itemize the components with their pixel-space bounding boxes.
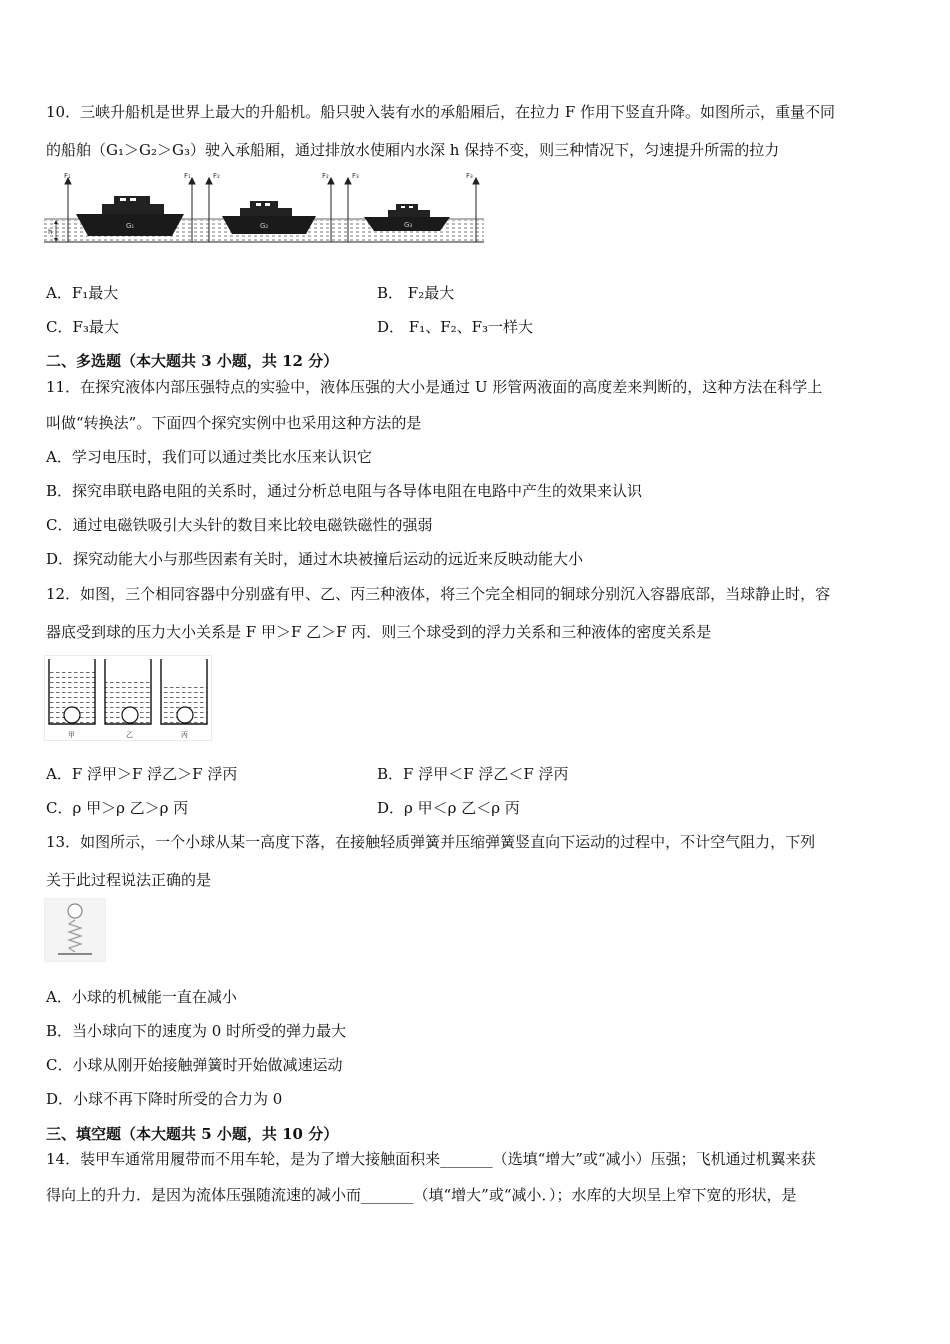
q10-g3-label: G₃ xyxy=(404,221,413,229)
q10-h-label: h xyxy=(48,228,53,236)
q13-option-c: C．小球从刚开始接触弹簧时开始做减速运动 xyxy=(46,1056,343,1074)
q13-stem-line2: 关于此过程说法正确的是 xyxy=(46,871,212,889)
q13-stem-line1: 13．如图所示，一个小球从某一高度下落，在接触轻质弹簧并压缩弹簧竖直向下运动的过程中，不计空气阻力，下列 xyxy=(46,833,816,851)
q10-f1-right-label: F₁ xyxy=(184,172,191,180)
q12-containers-figure xyxy=(44,655,212,741)
q10-stem-line1: 10．三峡升船机是世界上最大的升船机。船只驶入装有水的承船厢后，在拉力 F 作用下竖直升降。如图所示，重量不同 xyxy=(46,103,836,121)
q10-g1-label: G₁ xyxy=(126,222,135,230)
q10-option-d: D． F₁、F₂、F₃一样大 xyxy=(377,318,534,336)
q11-option-b: B．探究串联电路电阻的关系时，通过分析总电阻与各导体电阻在电路中产生的效果来认识 xyxy=(46,482,643,500)
q11-stem-line2: 叫做“转换法”。下面四个探究实例中也采用这种方法的是 xyxy=(46,414,422,432)
q14-stem-line2: 得向上的升力．是因为流体压强随流速的减小而_______（填“增大”或“减小．）；水库的大坝呈上窄下宽的形状，是 xyxy=(46,1186,797,1204)
q10-option-c: C．F₃最大 xyxy=(46,318,119,336)
q12-option-a: A．F 浮甲＞F 浮乙＞F 浮丙 xyxy=(46,765,238,783)
q11-option-c: C．通过电磁铁吸引大头针的数目来比较电磁铁磁性的强弱 xyxy=(46,516,433,534)
q12-stem-line1: 12．如图，三个相同容器中分别盛有甲、乙、丙三种液体，将三个完全相同的铜球分别沉入容器底部，当球静止时，容 xyxy=(46,585,831,603)
q13-option-b: B．当小球向下的速度为 0 时所受的弹力最大 xyxy=(46,1022,347,1040)
section-3-heading: 三、填空题（本大题共 5 小题，共 10 分） xyxy=(46,1125,339,1143)
q11-option-d: D．探究动能大小与那些因素有关时，通过木块被撞后运动的远近来反映动能大小 xyxy=(46,550,584,568)
q13-spring-figure xyxy=(44,898,106,962)
q13-ball xyxy=(68,904,82,918)
q10-ship-lift-figure xyxy=(44,170,484,250)
q10-f2-left-label: F₂ xyxy=(213,172,220,180)
q12-label-bing: 丙 xyxy=(181,731,188,739)
q10-stem-line2: 的船舶（G₁＞G₂＞G₃）驶入承船厢，通过排放水使厢内水深 h 保持不变，则三种情况下，匀速提升所需的拉力 xyxy=(46,141,780,159)
q12-label-yi: 乙 xyxy=(126,731,133,739)
q10-f3-right-label: F₃ xyxy=(466,172,473,180)
q10-g2-label: G₂ xyxy=(260,222,269,230)
q10-option-a: A．F₁最大 xyxy=(46,284,119,302)
q11-stem-line1: 11．在探究液体内部压强特点的实验中，液体压强的大小是通过 U 形管两液面的高度差来判断的，这种方法在科学上 xyxy=(46,378,823,396)
q10-ship-3 xyxy=(364,204,450,231)
q10-f2-right-label: F₂ xyxy=(322,172,329,180)
q13-option-d: D．小球不再下降时所受的合力为 0 xyxy=(46,1090,283,1108)
q12-option-d: D．ρ 甲＜ρ 乙＜ρ 丙 xyxy=(377,799,520,817)
q10-f3-left-label: F₃ xyxy=(352,172,359,180)
q10-ship-1 xyxy=(76,196,184,236)
q12-option-b: B．F 浮甲＜F 浮乙＜F 浮丙 xyxy=(377,765,569,783)
q12-stem-line2: 器底受到球的压力大小关系是 F 甲＞F 乙＞F 丙．则三个球受到的浮力关系和三种液体的密度关系是 xyxy=(46,623,712,641)
q13-option-a: A．小球的机械能一直在减小 xyxy=(46,988,237,1006)
q12-label-jia: 甲 xyxy=(68,731,75,739)
q10-ship-2 xyxy=(222,201,316,234)
q10-option-b: B． F₂最大 xyxy=(377,284,455,302)
q14-stem-line1: 14．装甲车通常用履带而不用车轮，是为了增大接触面积来_______（选填“增大”或“减小）压强；飞机通过机翼来获 xyxy=(46,1150,816,1168)
q12-option-c: C．ρ 甲＞ρ 乙＞ρ 丙 xyxy=(46,799,189,817)
section-2-heading: 二、多选题（本大题共 3 小题，共 12 分） xyxy=(46,352,339,370)
q10-f1-left-label: F₁ xyxy=(64,172,71,180)
q11-option-a: A．学习电压时，我们可以通过类比水压来认识它 xyxy=(46,448,372,466)
